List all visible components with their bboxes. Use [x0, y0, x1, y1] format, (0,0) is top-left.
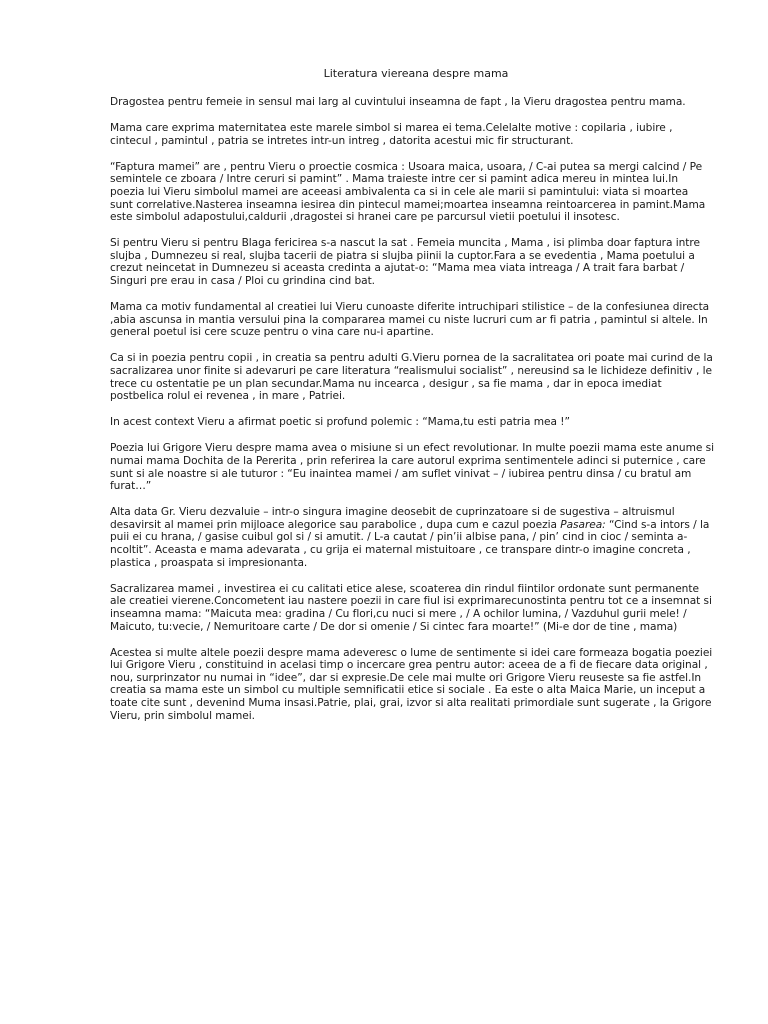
paragraph-6: Ca si in poezia pentru copii , in creatia sa pentru adulti G.Vieru pornea de la sacralitatea ori poate mai curind de la sacralizarea unor finite si adevaruri pe care literatura “realismului socialist” , nereusind sa le lichideze definitiv , le trece cu ostentatie pe un plan secundar.Mama nu incearca , desigur , sa fie mama , dar in epoca imediat postbelica rolul ei revenea , in mare , Patriei.: [110, 352, 713, 403]
paragraph-9-text-end: “Cind s-a intors / la puii ei cu hrana, / gasise cuibul gol si / si amutit. / L-a cautat / pin’ii albise pana, / pin’ cind in cioc / seminta a-ncoltit”. Aceasta e mama adevarata , cu grija ei maternal mistuitoare , ce transpare dintr-o imagine concreta , plastica , proaspata si impresionanta.: [110, 518, 710, 569]
paragraph-2: Mama care exprima maternitatea este marele simbol si marea ei tema.Celelalte motive : copilaria , iubire , cintecul , pamintul , patria se intretes intr-un intreg , datorita acestui mic fir structurant.: [110, 122, 673, 147]
paragraph-8: Poezia lui Grigore Vieru despre mama avea o misiune si un efect revolutionar. In multe poezii mama este anume si numai mama Dochita de la Pererita , prin referirea la care autorul exprima sentimentele adinci si puternice , care sunt si ale noastre si ale tuturor : “Eu inaintea mamei / am suflet vinivat – / iubirea pentru dinsa / cu bratul am furat…”: [110, 442, 714, 493]
poem-title-pasarea: Pasarea:: [560, 518, 606, 531]
paragraph-11: Acestea si multe altele poezii despre mama adeveresc o lume de sentimente si idei care formeaza bogatia poeziei lui Grigore Vieru , constituind in acelasi timp o incercare grea pentru autor: aceea de a fi de fiecare data original , nou, surprinzator nu numai in “idee”, dar si expresie.De cele mai multe ori Grigore Vieru reuseste sa fie astfel.In creatia sa mama este un simbol cu multiple semnificatii etice si sociale . Ea este o alta Maica Marie, un inceput a toate cite sunt , devenind Muma insasi.Patrie, plai, grai, izvor si alta realitati primordiale sunt sugerate , la Grigore Vieru, prin simbolul mamei.: [110, 646, 713, 722]
paragraph-9: [110, 506, 714, 569]
document-title: Literatura viereana despre mama: [323, 67, 509, 80]
document-page: [110, 66, 714, 736]
paragraph-9-text-start: Alta data Gr. Vieru dezvaluie – intr-o singura imagine deosebit de cuprinzatoare si de sugestiva – altruismul desavirsit al mamei prin mijloace alegorice sau parabolice , dupa cum e cazul poezia: [110, 506, 675, 531]
paragraph-5: Mama ca motiv fundamental al creatiei lui Vieru cunoaste diferite intruchipari stilistice – de la confesiunea directa ,abia ascunsa in mantia versului pina la compararea mamei cu niste lucruri cum ar fi patria , pamintul si altele. In general poetul isi cere scuze pentru o vina care nu-i apartine.: [110, 301, 710, 339]
paragraph-3: “Faptura mamei” are , pentru Vieru o proectie cosmica : Usoara maica, usoara, / C-ai putea sa mergi calcind / Pe semintele ce zboara / Intre ceruri si pamint” . Mama traieste intre cer si pamint adica mereu in mintea lui.In poezia lui Vieru simbolul mamei are aceeasi ambivalenta ca si in cele ale marii si pamintului: viata si moartea sunt correlative.Nasterea inseamna iesirea din pintecul mamei;moartea inseamna reintoarcerea in pamint.Mama este simbolul adapostului,caldurii ,dragostei si hranei care pe parcursul vietii poetului il insotesc.: [110, 160, 706, 224]
paragraph-4: Si pentru Vieru si pentru Blaga fericirea s-a nascut la sat . Femeia muncita , Mama , isi plimba doar faptura intre slujba , Dumnezeu si real, slujba tacerii de piatra si slujba piinii la cuptor.Fara a se evedentia , Mama poetului a crezut neincetat in Dumnezeu si aceasta credinta a ajutat-o: “Mama mea viata intreaga / A trait fara barbat / Singuri pre erau in casa / Ploi cu grindina cind bat.: [110, 237, 700, 288]
paragraph-7: In acest context Vieru a afirmat poetic si profund polemic : “Mama,tu esti patria mea !”: [110, 416, 570, 429]
paragraph-1: Dragostea pentru femeie in sensul mai larg al cuvintului inseamna de fapt , la Vieru dragostea pentru mama.: [110, 96, 686, 108]
paragraph-10: Sacralizarea mamei , investirea ei cu calitati etice alese, scoaterea din rindul fiintilor ordonate sunt permanente ale creatiei vierene.Concometent iau nastere poezii in care fiul isi exprimarecunostinta pentru tot ce a insemnat si inseamna mama: “Maicuta mea: gradina / Cu flori,cu nuci si mere , / A ochilor lumina, / Vazduhul gurii mele! / Maicuto, tu:vecie, / Nemuritoare carte / De dor si omenie / Si cintec fara moarte!” (Mi-e dor de tine , mama): [110, 582, 712, 633]
